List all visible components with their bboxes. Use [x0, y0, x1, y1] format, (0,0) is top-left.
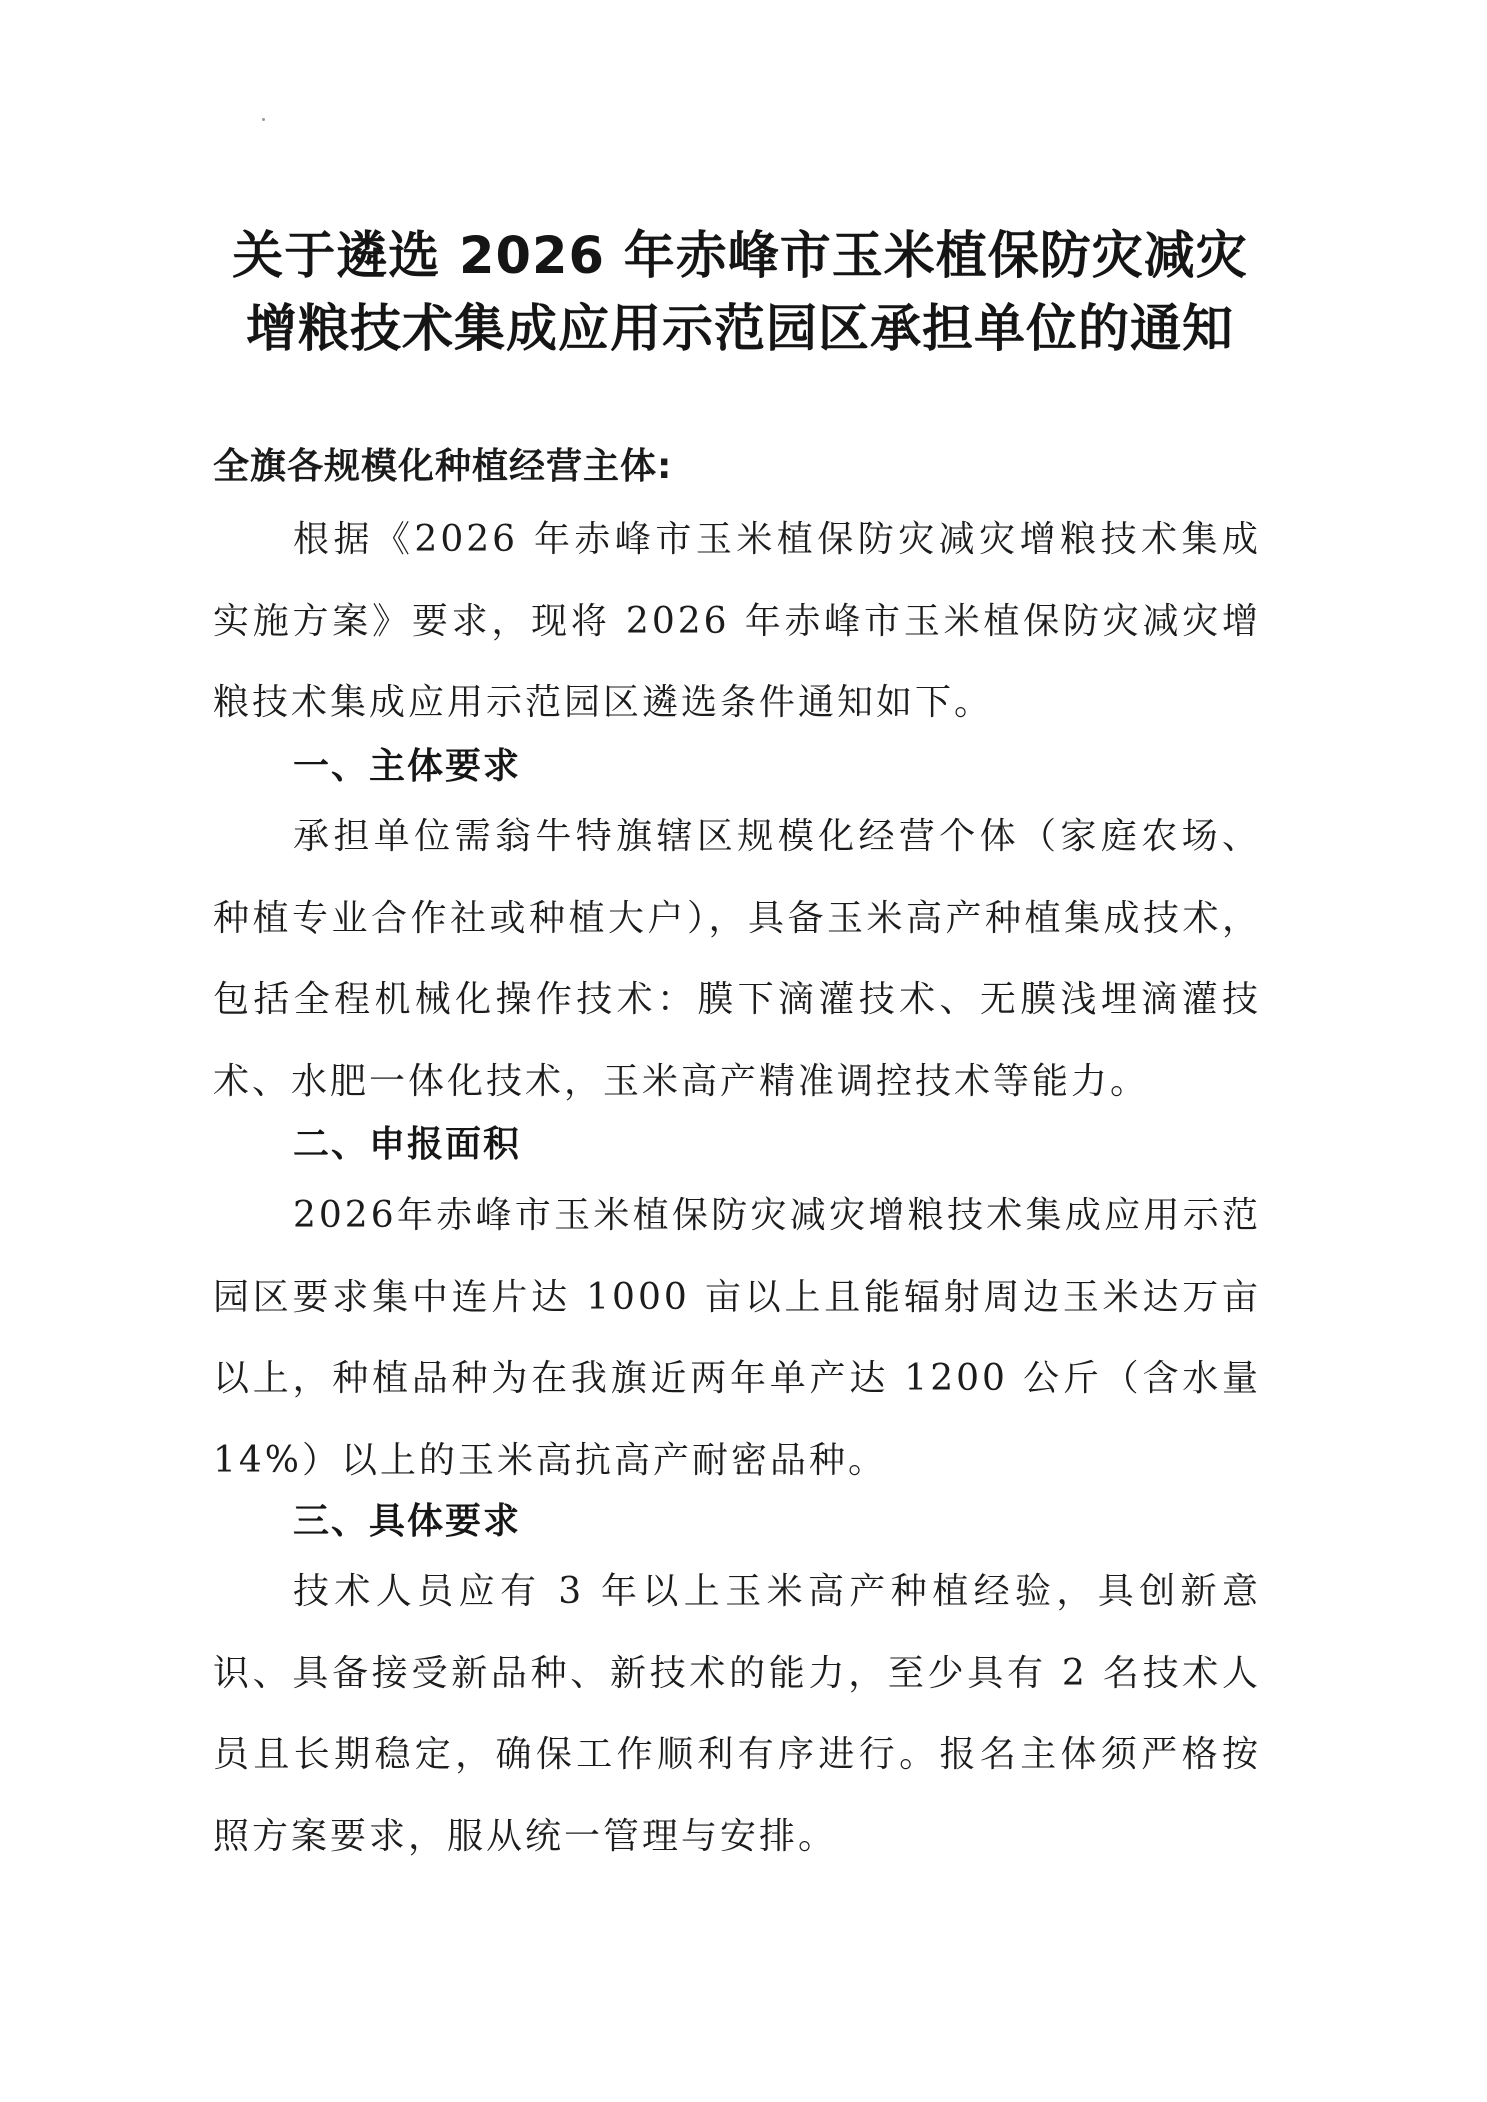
- section-body-3: 技术人员应有 3 年以上玉米高产种植经验，具创新意识、具备接受新品种、新技术的能力，至少具有 2 名技术人员且长期稳定，确保工作顺利有序进行。报名主体须严格按照方案要求，服从统一管理与安排。: [213, 1571, 1261, 1857]
- section-heading-1: 一、主体要求: [293, 746, 522, 787]
- intro-paragraph: 根据《2026 年赤峰市玉米植保防灾减灾增粮技术集成实施方案》要求，现将 2026 年赤峰市玉米植保防灾减灾增粮技术集成应用示范园区遴选条件通知如下。: [213, 519, 1261, 723]
- document-title-line-2: 增粮技术集成应用示范园区承担单位的通知: [245, 300, 1234, 359]
- section-body-2: 2026年赤峰市玉米植保防灾减灾增粮技术集成应用示范园区要求集中连片达 1000 亩以上且能辐射周边玉米达万亩以上，种植品种为在我旗近两年单产达 1200 公斤（含水量 14%）以上的玉米高抗高产耐密品种。: [213, 1195, 1261, 1481]
- scan-speck: [262, 118, 265, 121]
- section-heading-3: 三、具体要求: [293, 1501, 522, 1542]
- section-body-1: 承担单位需翁牛特旗辖区规模化经营个体（家庭农场、种植专业合作社或种植大户），具备玉米高产种植集成技术，包括全程机械化操作技术：膜下滴灌技术、无膜浅埋滴灌技术、水肥一体化技术，玉米高产精准调控技术等能力。: [213, 816, 1261, 1102]
- salutation: 全旗各规模化种植经营主体:: [213, 446, 673, 487]
- document-title-line-1: 关于遴选 2026 年赤峰市玉米植保防灾减灾: [232, 227, 1248, 286]
- section-heading-2: 二、申报面积: [293, 1124, 522, 1165]
